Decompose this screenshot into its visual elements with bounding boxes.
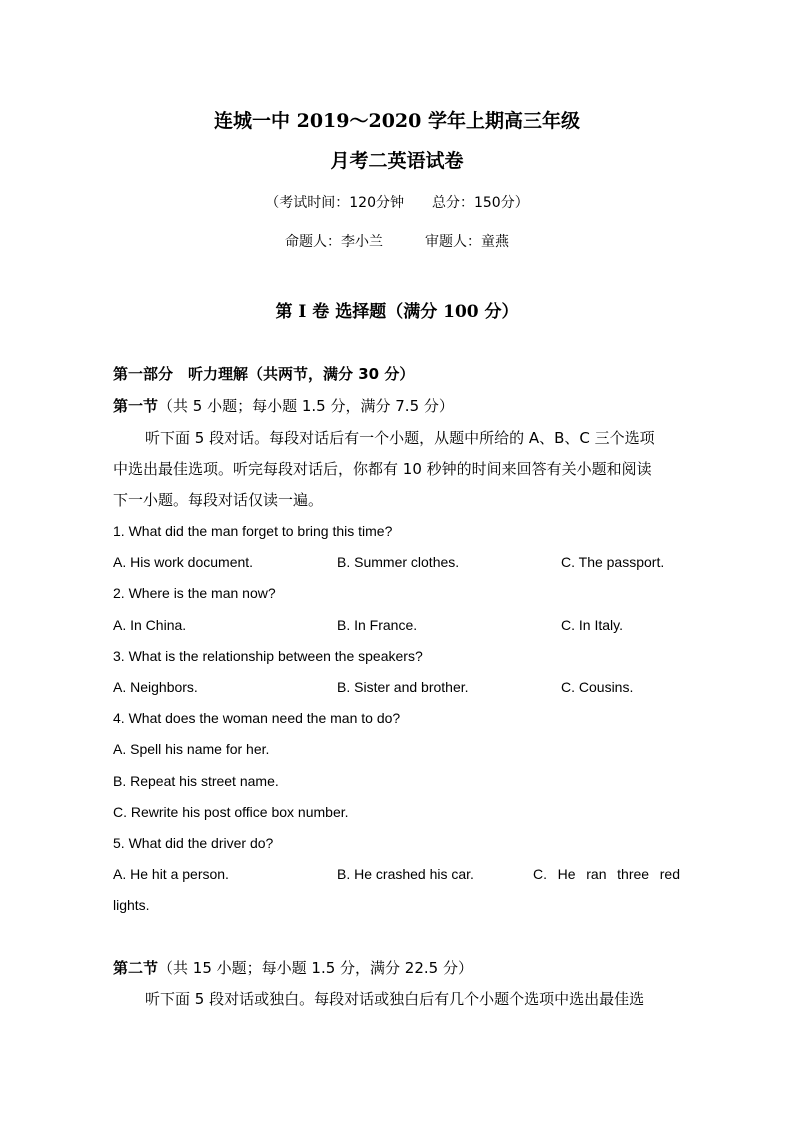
question-2-option-b: B. In France. [337,617,418,633]
question-3-stem: 3. What is the relationship between the speakers? [113,648,423,664]
question-2-option-c: C. In Italy. [561,617,623,633]
question-2-option-a: A. In China. [113,617,187,633]
question-4-option-a: A. Spell his name for her. [113,741,270,757]
section1-label: 第一节 [113,397,159,415]
exam-info: （考试时间：120分钟 总分：150分） [265,195,529,211]
question-3-option-c: C. Cousins. [561,679,634,695]
section1-scoring: （共 5 小题；每小题 1.5 分，满分 7.5 分） [158,397,454,415]
question-4-option-b: B. Repeat his street name. [113,773,279,789]
question-5-option-c-continued: lights. [113,897,150,913]
question-1-stem: 1. What did the man forget to bring this time? [113,523,393,539]
section2-heading [113,958,683,978]
question-5-option-a: A. He hit a person. [113,866,229,882]
volume-title: 第 I 卷 选择题（满分 100 分） [275,302,519,322]
question-4-option-c: C. Rewrite his post office box number. [113,804,349,820]
question-5-option-c: C. He ran three red [533,866,680,882]
exam-authors: 命题人：李小兰 审题人：童燕 [285,234,509,250]
section1-instruction-line: 中选出最佳选项。听完每段对话后，你都有 10 秒钟的时间来回答有关小题和阅读 [113,460,652,478]
question-5-stem: 5. What did the driver do? [113,835,274,851]
question-1-option-c: C. The passport. [561,554,665,570]
section1-heading [113,396,683,416]
section2-instruction-line: 听下面 5 段对话或独白。每段对话或独白后有几个小题个选项中选出最佳选 [145,990,645,1008]
section1-instruction-line: 听下面 5 段对话。每段对话后有一个小题，从题中所给的 A、B、C 三个选项 [145,429,655,447]
question-3-option-a: A. Neighbors. [113,679,198,695]
question-4-stem: 4. What does the woman need the man to do? [113,710,401,726]
question-1-option-b: B. Summer clothes. [337,554,460,570]
section2-label: 第二节 [113,959,159,977]
section2-scoring: （共 15 小题；每小题 1.5 分，满分 22.5 分） [158,959,473,977]
section1-instruction-line: 下一小题。每段对话仅读一遍。 [113,491,324,509]
question-2-stem: 2. Where is the man now? [113,585,276,601]
exam-title-line1: 连城一中 2019～2020 学年上期高三年级 [214,110,580,132]
question-5-option-b: B. He crashed his car. [337,866,474,882]
part1-heading: 第一部分 听力理解（共两节，满分 30 分） [113,365,415,383]
question-1-option-a: A. His work document. [113,554,254,570]
exam-title-line2: 月考二英语试卷 [330,150,464,172]
question-3-option-b: B. Sister and brother. [337,679,469,695]
